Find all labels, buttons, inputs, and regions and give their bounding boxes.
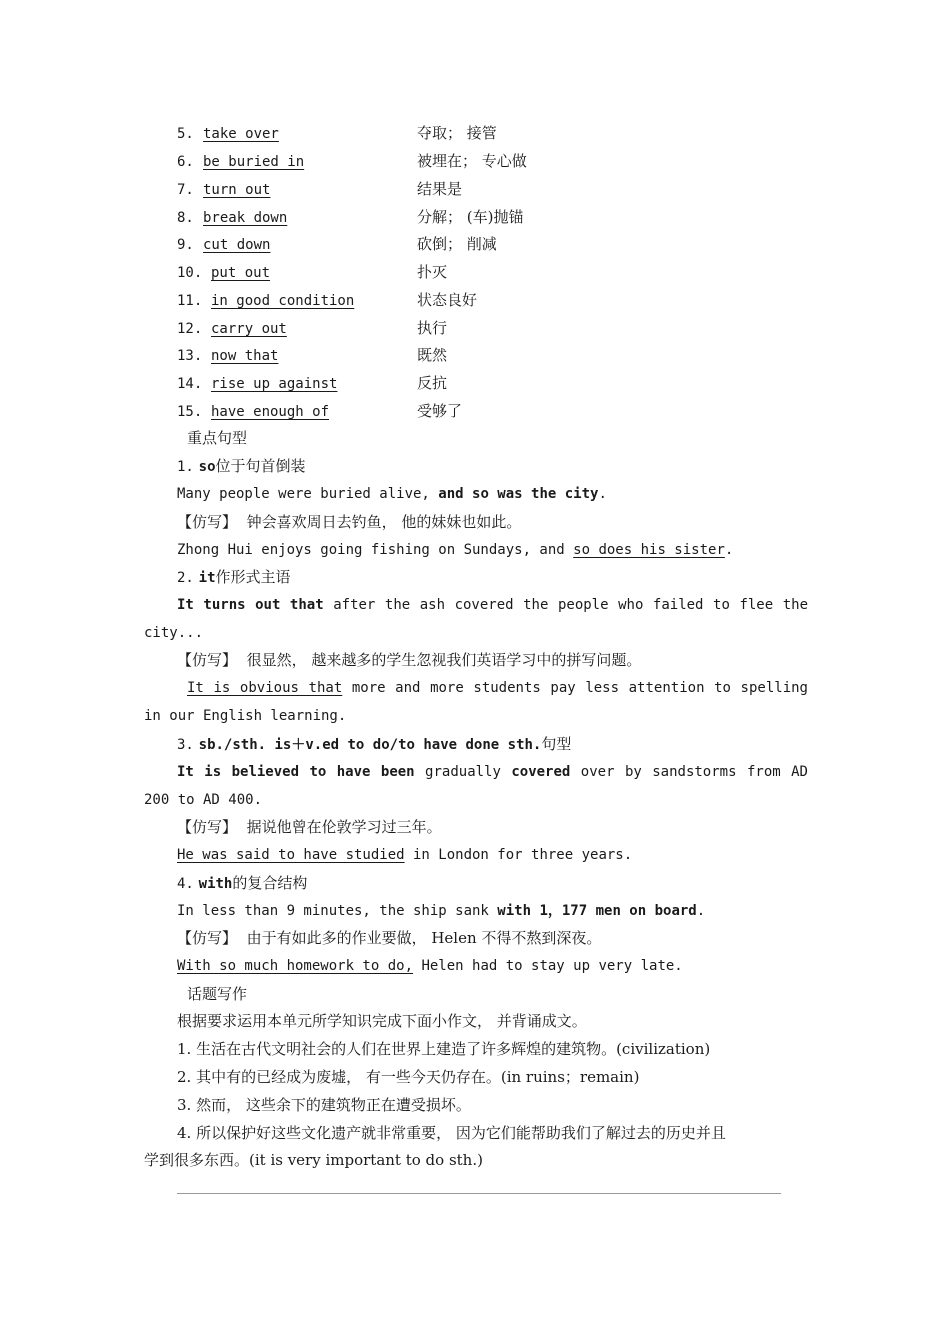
vocab-meaning: 结果是	[417, 180, 463, 198]
imitate-answer-cont: in our English learning.	[144, 708, 347, 724]
vocab-row	[177, 258, 808, 286]
vocab-number: 12.	[177, 321, 203, 337]
writing-item: 2. 其中有的已经成为废墟， 有一些今天仍存在。(in ruins；remain)	[177, 1068, 640, 1086]
vocab-meaning: 状态良好	[417, 291, 478, 309]
vocab-number: 13.	[177, 348, 203, 364]
example-sentence-cont: city...	[144, 625, 204, 641]
vocab-row	[177, 119, 808, 147]
vocab-row	[177, 314, 808, 342]
vocab-number: 5.	[177, 126, 194, 142]
vocab-meaning: 既然	[417, 346, 448, 364]
vocab-row	[177, 203, 808, 231]
imitate-prompt: 【仿写】 由于有如此多的作业要做， Helen 不得不熬到深夜。	[177, 929, 602, 947]
vocab-number: 7.	[177, 182, 194, 198]
writing-item: 3. 然而， 这些余下的建筑物正在遭受损坏。	[177, 1096, 471, 1114]
vocab-row	[177, 369, 808, 397]
vocab-row	[177, 230, 808, 258]
vocab-phrase: turn out	[203, 182, 271, 198]
example-sentence-cont: 200 to AD 400.	[144, 792, 263, 808]
vocab-row	[177, 147, 808, 175]
vocab-phrase: break down	[203, 210, 288, 226]
vocab-number: 9.	[177, 237, 194, 253]
vocab-phrase: take over	[203, 126, 279, 142]
vocab-row	[177, 286, 808, 314]
pattern-title: 3. sb./sth. is＋v.ed to do/to have done sth.句型	[177, 735, 572, 753]
writing-item: 4. 所以保护好这些文化遗产就非常重要， 因为它们能帮助我们了解过去的历史并且	[177, 1124, 726, 1142]
writing-item-cont: 学到很多东西。(it is very important to do sth.)	[144, 1151, 483, 1169]
vocab-meaning: 砍倒； 削减	[417, 235, 497, 253]
example-sentence: It turns out that after the ash covered the people who failed to flee the	[177, 597, 808, 613]
vocab-row	[177, 175, 808, 203]
imitate-answer: With so much homework to do, Helen had to stay up very late.	[177, 958, 683, 974]
vocab-phrase: now that	[211, 348, 279, 364]
imitate-prompt: 【仿写】 很显然， 越来越多的学生忽视我们英语学习中的拼写问题。	[177, 651, 642, 669]
example-sentence: In less than 9 minutes, the ship sank with 1，177 men on board.	[177, 903, 706, 919]
pattern-title: 1. so位于句首倒装	[177, 457, 306, 475]
vocab-row	[177, 397, 808, 425]
imitate-prompt: 【仿写】 据说他曾在伦敦学习过三年。	[177, 818, 442, 836]
example-sentence: It is believed to have been gradually covered over by sandstorms from AD	[177, 764, 808, 780]
vocab-phrase: carry out	[211, 321, 287, 337]
example-sentence: Many people were buried alive, and so was the city.	[177, 486, 607, 502]
vocab-number: 6.	[177, 154, 194, 170]
vocab-phrase: in good condition	[211, 293, 355, 309]
vocab-phrase: rise up against	[211, 376, 338, 392]
vocab-phrase: be buried in	[203, 154, 305, 170]
imitate-answer: It is obvious that more and more students pay less attention to spelling	[187, 680, 808, 696]
vocab-number: 15.	[177, 404, 203, 420]
vocab-meaning: 被埋在； 专心做	[417, 152, 527, 170]
vocab-phrase: have enough of	[211, 404, 330, 420]
vocab-number: 11.	[177, 293, 203, 309]
section-heading-writing: 话题写作	[187, 985, 248, 1003]
vocab-number: 10.	[177, 265, 203, 281]
section-heading-sentences: 重点句型	[187, 429, 248, 447]
vocab-phrase: put out	[211, 265, 271, 281]
vocab-number: 8.	[177, 210, 194, 226]
vocab-meaning: 扑灭	[417, 263, 448, 281]
vocab-meaning: 反抗	[417, 374, 448, 392]
vocab-meaning: 分解； (车)抛锚	[417, 208, 524, 226]
vocab-meaning: 受够了	[417, 402, 463, 420]
imitate-answer: He was said to have studied in London for three years.	[177, 847, 633, 863]
imitate-prompt: 【仿写】 钟会喜欢周日去钓鱼， 他的妹妹也如此。	[177, 513, 522, 531]
vocab-phrase: cut down	[203, 237, 271, 253]
vocab-number: 14.	[177, 376, 203, 392]
pattern-title: 2. it作形式主语	[177, 568, 291, 586]
vocab-row	[177, 341, 808, 369]
answer-line	[177, 1193, 781, 1194]
writing-item: 1. 生活在古代文明社会的人们在世界上建造了许多辉煌的建筑物。(civilization)	[177, 1040, 711, 1058]
vocab-meaning: 夺取； 接管	[417, 124, 497, 142]
pattern-title: 4. with的复合结构	[177, 874, 308, 892]
imitate-answer: Zhong Hui enjoys going fishing on Sundays, and so does his sister.	[177, 542, 734, 558]
vocab-meaning: 执行	[417, 319, 448, 337]
writing-instructions: 根据要求运用本单元所学知识完成下面小作文， 并背诵成文。	[177, 1012, 587, 1030]
